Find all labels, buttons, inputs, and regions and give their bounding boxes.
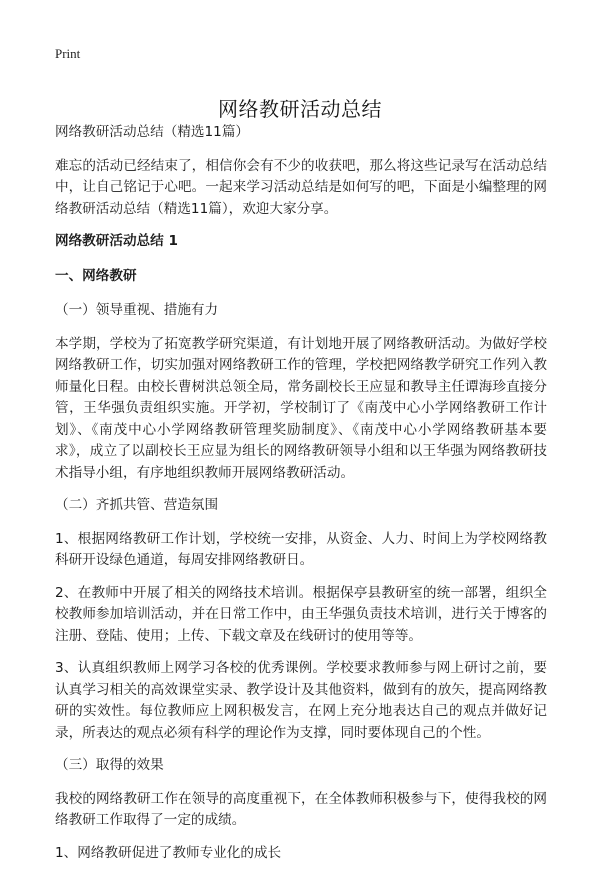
print-label[interactable]: Print — [55, 46, 81, 61]
part-heading: 一、网络教研 — [55, 267, 137, 284]
body-paragraph: 我校的网络教研工作在领导的高度重视下，在全体教师积极参与下，使得我校的网络教研工作取得了一定的成绩。 — [55, 790, 547, 828]
list-item: 1、网络教研促进了教师专业化的成长 — [55, 844, 282, 861]
document-body — [55, 122, 547, 875]
subsection-heading: （一）领导重视、措施有力 — [55, 302, 219, 318]
list-item: 1、根据网络教研工作计划，学校统一安排，从资金、人力、时间上为学校网络教科研开设绿色通道，每周安排网络教研日。 — [55, 530, 547, 568]
document-title: 网络教研活动总结 — [218, 97, 382, 122]
intro-paragraph: 难忘的活动已经结束了，相信你会有不少的收获吧，那么将这些记录写在活动总结中，让自己铭记于心吧。一起来学习活动总结是如何写的吧，下面是小编整理的网络教研活动总结（精选11篇），欢迎大家分享。 — [55, 157, 547, 217]
body-paragraph: 本学期，学校为了拓宽教学研究渠道，有计划地开展了网络教研活动。为做好学校网络教研工作，切实加强对网络教研工作的管理，学校把网络教学研究工作列入教师量化日程。由校长曹树洪总领全局，常务副校长王应显和教导主任谭海珍直接分管，王华强负责组织实施。开学初，学校制订了《南茂中心小学网络教研工作计划》、《南茂中心小学网络教研管理奖励制度》、《南茂中心小学网络教研基本要求》，成立了以副校长王应显为组长的网络教研领导小组和以王华强为网络教研技术指导小组，有序地组织教师开展网络教研活动。 — [55, 335, 547, 481]
document-subtitle: 网络教研活动总结（精选11篇） — [55, 124, 250, 140]
subsection-heading: （二）齐抓共管、营造氛围 — [55, 497, 219, 513]
section-heading: 网络教研活动总结 1 — [55, 233, 178, 249]
list-item: 2、在教师中开展了相关的网络技术培训。根据保亭县教研室的统一部署，组织全校教师参加培训活动，并在日常工作中，由王华强负责技术培训，进行关于博客的注册、登陆、使用；上传、下载文章及在线研讨的使用等等。 — [55, 584, 547, 644]
list-item: 3、认真组织教师上网学习各校的优秀课例。学校要求教师参与网上研讨之前，要认真学习相关的高效课堂实录、教学设计及其他资料，做到有的放矢，提高网络教研的实效性。每位教师应上网积极发言，在网上充分地表达自己的观点并做好记录，所表达的观点必须有科学的理论作为支撑，同时要体现自己的个性。 — [55, 660, 547, 741]
subsection-heading: （三）取得的效果 — [55, 757, 164, 773]
